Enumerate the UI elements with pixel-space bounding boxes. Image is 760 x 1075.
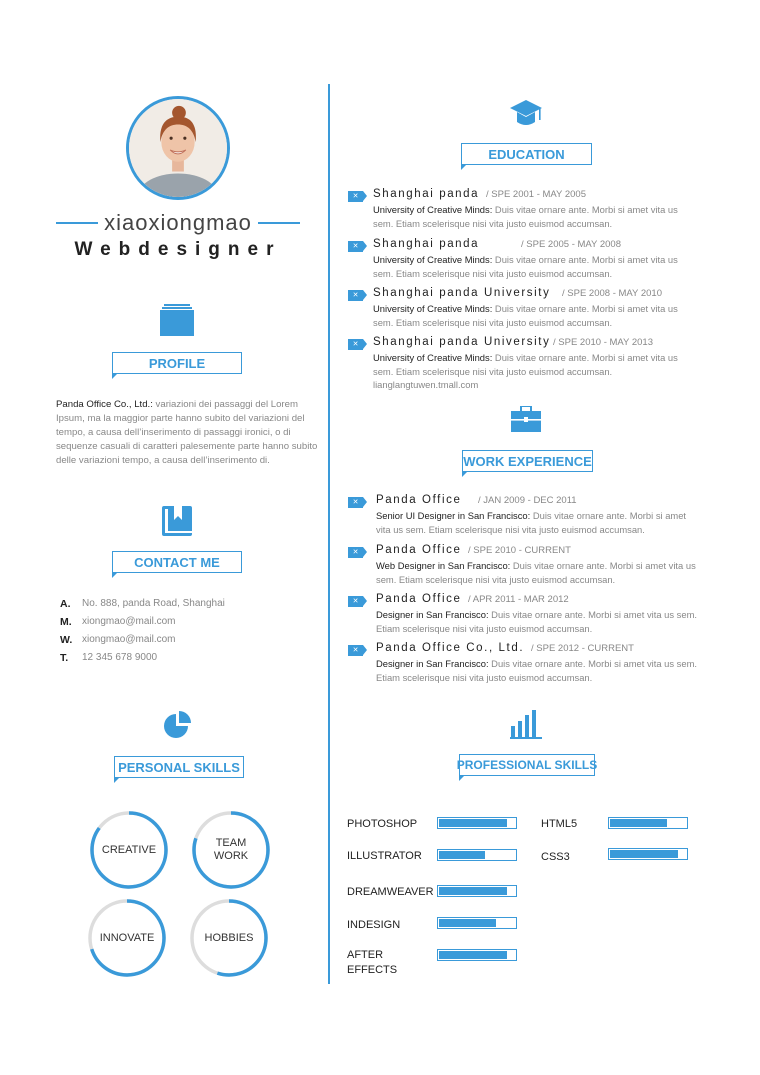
entry-text: Duis vitae ornare ante. Morbi si amet vita us sem. Etiam scelerisque nisi vita justo euismod accumsan. bbox=[376, 560, 696, 585]
education-label: EDUCATION bbox=[461, 143, 592, 165]
entry-description bbox=[376, 509, 701, 536]
name-row bbox=[56, 208, 300, 238]
column-divider bbox=[328, 84, 330, 984]
skill-bar bbox=[437, 949, 517, 961]
entry-text: Duis vitae ornare ante. Morbi si amet vita us sem. Etiam scelerisque nisi vita justo euismod accumsan. bbox=[373, 254, 678, 279]
close-icon: ✕ bbox=[348, 547, 363, 558]
entry-description bbox=[373, 351, 698, 392]
contact-mail bbox=[60, 616, 176, 628]
entry-date: / APR 2011 - MAR 2012 bbox=[468, 594, 569, 605]
skill-bar bbox=[437, 885, 517, 897]
entry-date: / SPE 2005 - MAY 2008 bbox=[521, 239, 621, 250]
entry-lead: Web Designer in San Francisco: bbox=[376, 560, 511, 571]
skill-bar-fill bbox=[439, 951, 507, 959]
contact-address bbox=[60, 598, 225, 610]
entry-date: / SPE 2012 - CURRENT bbox=[531, 643, 634, 654]
contact-key: T. bbox=[60, 652, 69, 664]
skill-name: HTML5 bbox=[541, 818, 578, 830]
skill-bar-fill bbox=[439, 887, 507, 895]
skill-bar bbox=[437, 917, 517, 929]
skill-bar bbox=[608, 817, 688, 829]
contact-value: 12 345 678 9000 bbox=[82, 652, 158, 663]
entry-text: Duis vitae ornare ante. Morbi si amet vita us sem. Etiam scelerisque nisi vita justo euismod accumsan. bbox=[373, 303, 678, 328]
book-icon bbox=[162, 506, 192, 536]
contact-key: A. bbox=[60, 598, 71, 610]
skill-ring-label: TEAM WORK bbox=[213, 837, 249, 862]
close-icon: ✕ bbox=[348, 497, 363, 508]
entry-date: / SPE 2001 - MAY 2005 bbox=[486, 189, 586, 200]
entry-lead: University of Creative Minds: bbox=[373, 254, 493, 265]
entry-text: Duis vitae ornare ante. Morbi si amet vita us sem. Etiam scelerisque nisi vita justo euismod accumsan. bbox=[376, 609, 697, 634]
contact-key: M. bbox=[60, 616, 72, 628]
skill-ring-label: CREATIVE bbox=[101, 843, 157, 856]
briefcase-icon bbox=[511, 406, 541, 432]
contact-web bbox=[60, 634, 176, 646]
entry-heading: Panda Office bbox=[376, 544, 462, 556]
skill-bar-fill bbox=[610, 850, 678, 858]
job-title: Webdesigner bbox=[74, 239, 282, 260]
contact-value: xiongmao@mail.com bbox=[82, 634, 176, 645]
name-rule-right bbox=[258, 222, 300, 224]
skill-ring bbox=[89, 810, 169, 890]
person-name: xiaoxiongmao bbox=[104, 210, 252, 235]
folder-icon bbox=[160, 304, 194, 336]
skill-name: PHOTOSHOP bbox=[347, 818, 418, 830]
skill-bar-fill bbox=[439, 851, 485, 859]
skill-bar-fill bbox=[439, 819, 507, 827]
entry-description bbox=[373, 253, 698, 280]
bar-chart-icon bbox=[510, 709, 542, 739]
skill-bar bbox=[608, 848, 688, 860]
contact-key: W. bbox=[60, 634, 73, 646]
entry-text: Duis vitae ornare ante. Morbi si amet vita us sem. Etiam scelerisque nisi vita justo euismod accumsan. bbox=[373, 204, 678, 229]
close-icon: ✕ bbox=[348, 290, 363, 301]
skill-bar bbox=[437, 817, 517, 829]
entry-lead: Designer in San Francisco: bbox=[376, 658, 489, 669]
entry-heading: Shanghai panda bbox=[373, 238, 480, 250]
profile-text bbox=[56, 398, 318, 468]
skill-bar-fill bbox=[439, 919, 496, 927]
contact-label: CONTACT ME bbox=[112, 551, 242, 573]
entry-lead: University of Creative Minds: bbox=[373, 204, 493, 215]
skill-bar bbox=[437, 849, 517, 861]
skill-name: ILLUSTRATOR bbox=[347, 850, 422, 862]
skill-ring bbox=[87, 898, 167, 978]
profile-lead: Panda Office Co., Ltd.: bbox=[56, 399, 153, 410]
close-icon: ✕ bbox=[348, 645, 363, 656]
close-icon: ✕ bbox=[348, 339, 363, 350]
entry-lead: Designer in San Francisco: bbox=[376, 609, 489, 620]
entry-text: Duis vitae ornare ante. Morbi si amet vita us sem. Etiam scelerisque nisi vita justo euismod accumsan. bbox=[376, 658, 697, 683]
personal-skills-label: PERSONAL SKILLS bbox=[114, 756, 244, 778]
skill-ring-label: INNOVATE bbox=[99, 931, 155, 944]
portrait-photo bbox=[129, 99, 227, 197]
contact-value: No. 888, panda Road, Shanghai bbox=[82, 598, 225, 609]
skill-ring-label: HOBBIES bbox=[204, 931, 254, 944]
entry-heading: Panda Office bbox=[376, 494, 462, 506]
entry-description bbox=[376, 608, 701, 635]
skill-bar-fill bbox=[610, 819, 667, 827]
entry-lead: University of Creative Minds: bbox=[373, 352, 493, 363]
entry-description bbox=[373, 302, 698, 329]
skill-name: CSS3 bbox=[541, 851, 570, 863]
professional-skills-label: PROFESSIONAL SKILLS bbox=[459, 754, 595, 776]
entry-heading: Panda Office bbox=[376, 593, 462, 605]
close-icon: ✕ bbox=[348, 241, 363, 252]
skill-ring bbox=[189, 898, 269, 978]
entry-description bbox=[376, 559, 701, 586]
contact-phone bbox=[60, 652, 157, 664]
work-experience-label: WORK EXPERIENCE bbox=[462, 450, 593, 472]
profile-body: variazioni dei passaggi del Lorem Ipsum, ma la maggior parte hanno subito del variazioni del tempo, a causa dell’inserimento di passaggi ironici, o di sequenze casuali di caratteri palesemente parte hanno subito delle variazioni tempo, a causa dell’inserimento di. bbox=[56, 399, 318, 466]
entry-text: Duis vitae ornare ante. Morbi si amet vita us sem. Etiam scelerisque nisi vita justo euismod accumsan. bbox=[376, 510, 687, 535]
entry-description bbox=[373, 203, 698, 230]
pie-chart-icon bbox=[162, 711, 192, 741]
entry-date: / SPE 2010 - MAY 2013 bbox=[553, 337, 653, 348]
skill-ring bbox=[191, 810, 271, 890]
entry-lead: Senior UI Designer in San Francisco: bbox=[376, 510, 531, 521]
entry-heading: Shanghai panda University bbox=[373, 336, 551, 348]
entry-text: Duis vitae ornare ante. Morbi si amet vita us sem. Etiam scelerisque nisi vita justo euismod accumsan. lianglangtuwen.tmall.com bbox=[373, 352, 678, 390]
skill-name: INDESIGN bbox=[347, 919, 401, 931]
close-icon: ✕ bbox=[348, 596, 363, 607]
name-rule-left bbox=[56, 222, 98, 224]
avatar bbox=[126, 96, 230, 200]
entry-heading: Panda Office Co., Ltd. bbox=[376, 642, 525, 654]
entry-date: / SPE 2008 - MAY 2010 bbox=[562, 288, 662, 299]
entry-description bbox=[376, 657, 701, 684]
entry-date: / JAN 2009 - DEC 2011 bbox=[478, 495, 577, 506]
skill-name: AFTER EFFECTS bbox=[347, 949, 398, 976]
contact-value: xiongmao@mail.com bbox=[82, 616, 176, 627]
entry-heading: Shanghai panda bbox=[373, 188, 480, 200]
close-icon: ✕ bbox=[348, 191, 363, 202]
profile-label: PROFILE bbox=[112, 352, 242, 374]
entry-lead: University of Creative Minds: bbox=[373, 303, 493, 314]
graduation-cap-icon bbox=[510, 100, 542, 128]
skill-name: DREAMWEAVER bbox=[347, 886, 434, 898]
entry-heading: Shanghai panda University bbox=[373, 287, 551, 299]
entry-date: / SPE 2010 - CURRENT bbox=[468, 545, 571, 556]
